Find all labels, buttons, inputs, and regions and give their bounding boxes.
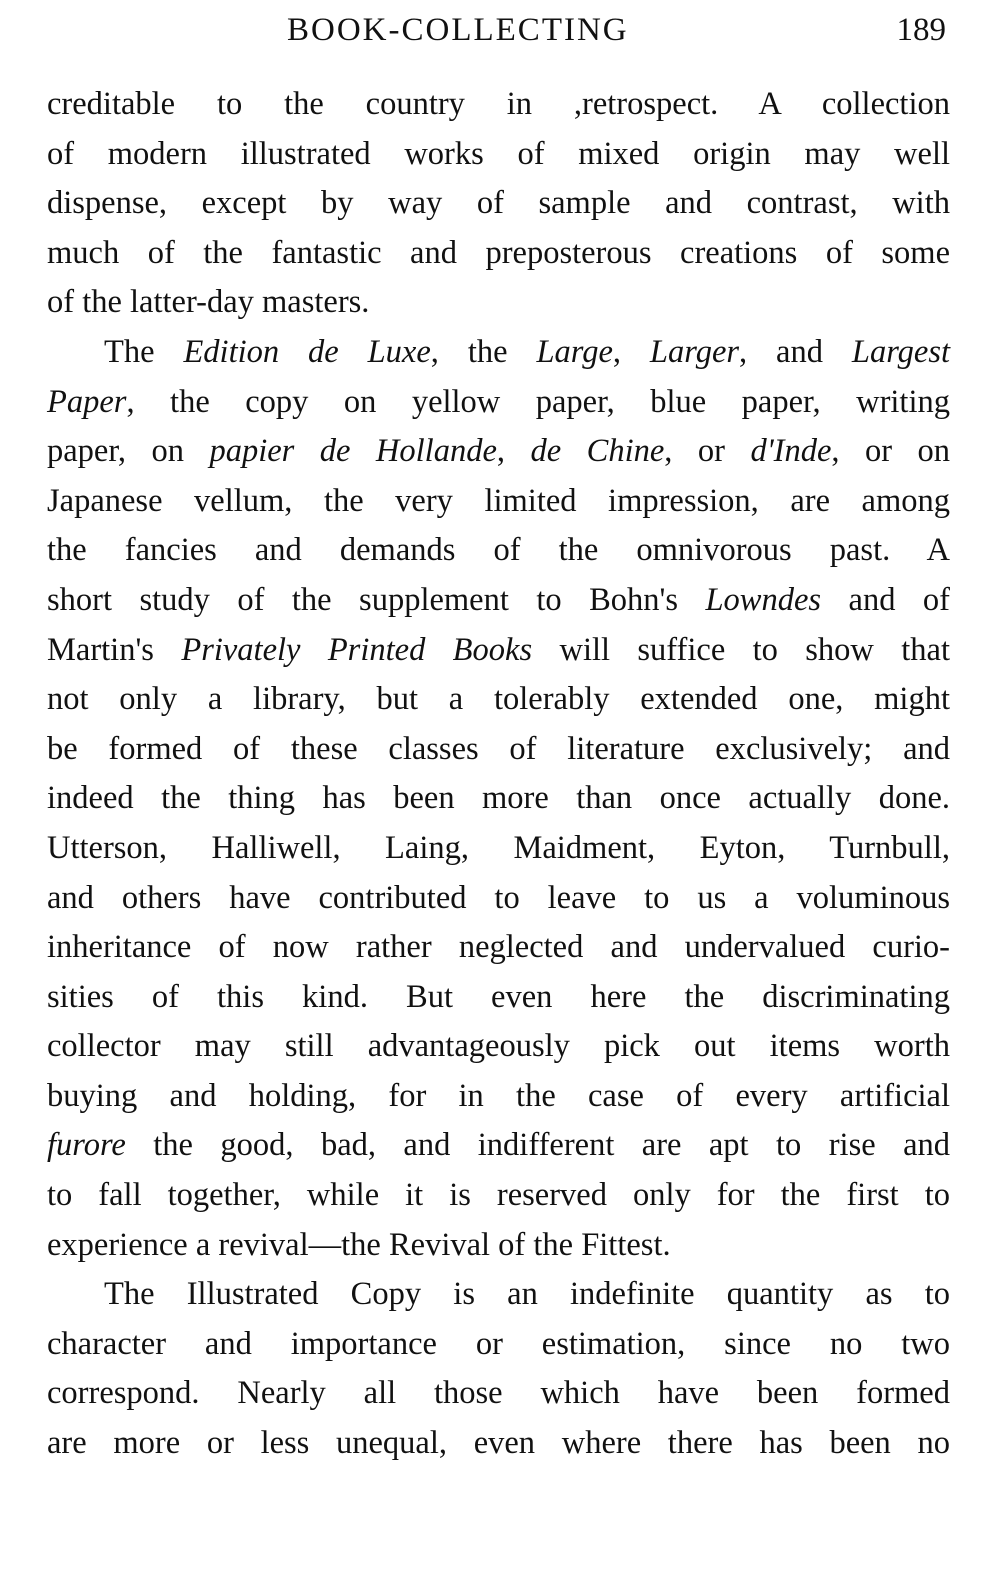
running-title: BOOK-COLLECTING: [287, 12, 629, 48]
text-line: buying and holding, for in the case of every artificial: [47, 1077, 950, 1114]
text-line: paper, on papier de Hollande, de Chine, or d'Inde, or on: [47, 433, 951, 470]
text-line: Paper, the copy on yellow paper, blue paper, writing: [47, 383, 950, 420]
text-line: furore the good, bad, and indifferent are apt to rise and: [47, 1127, 950, 1164]
text-line: are more or less unequal, even where there has been no: [47, 1425, 950, 1462]
text-line: short study of the supplement to Bohn's Lowndes and of: [47, 581, 950, 618]
text-line: the fancies and demands of the omnivorous past. A: [47, 532, 950, 569]
text-line: character and importance or estimation, since no two: [47, 1325, 950, 1362]
text-line: of the latter-day masters.: [47, 284, 370, 321]
text-line: dispense, except by way of sample and contrast, with: [47, 185, 950, 222]
text-line: collector may still advantageously pick out items worth: [47, 1028, 950, 1065]
body-text: [47, 80, 950, 1469]
text-line: indeed the thing has been more than once actually done.: [47, 780, 950, 817]
text-line: The Illustrated Copy is an indefinite quantity as to: [104, 1276, 950, 1313]
text-line: to fall together, while it is reserved only for the first to: [47, 1177, 950, 1214]
page-number: 189: [896, 12, 946, 48]
text-line: of modern illustrated works of mixed origin may well: [47, 135, 950, 172]
text-line: inheritance of now rather neglected and undervalued curio-: [47, 929, 950, 966]
text-line: Japanese vellum, the very limited impression, are among: [47, 482, 950, 519]
text-line: The Edition de Luxe, the Large, Larger, and Largest: [104, 333, 950, 370]
text-line: creditable to the country in ,retrospect. A collection: [47, 86, 950, 122]
text-line: Martin's Privately Printed Books will suffice to show that: [47, 631, 950, 668]
text-line: and others have contributed to leave to us a voluminous: [47, 879, 950, 916]
text-line: much of the fantastic and preposterous creations of some: [47, 234, 950, 271]
text-line: be formed of these classes of literature exclusively; and: [47, 730, 950, 767]
text-line: correspond. Nearly all those which have been formed: [47, 1375, 950, 1412]
text-line: sities of this kind. But even here the discriminating: [47, 978, 950, 1015]
running-head: [47, 12, 950, 60]
text-line: Utterson, Halliwell, Laing, Maidment, Eyton, Turnbull,: [47, 829, 950, 866]
text-line: not only a library, but a tolerably extended one, might: [47, 681, 950, 718]
text-line: experience a revival—the Revival of the Fittest.: [47, 1226, 671, 1263]
